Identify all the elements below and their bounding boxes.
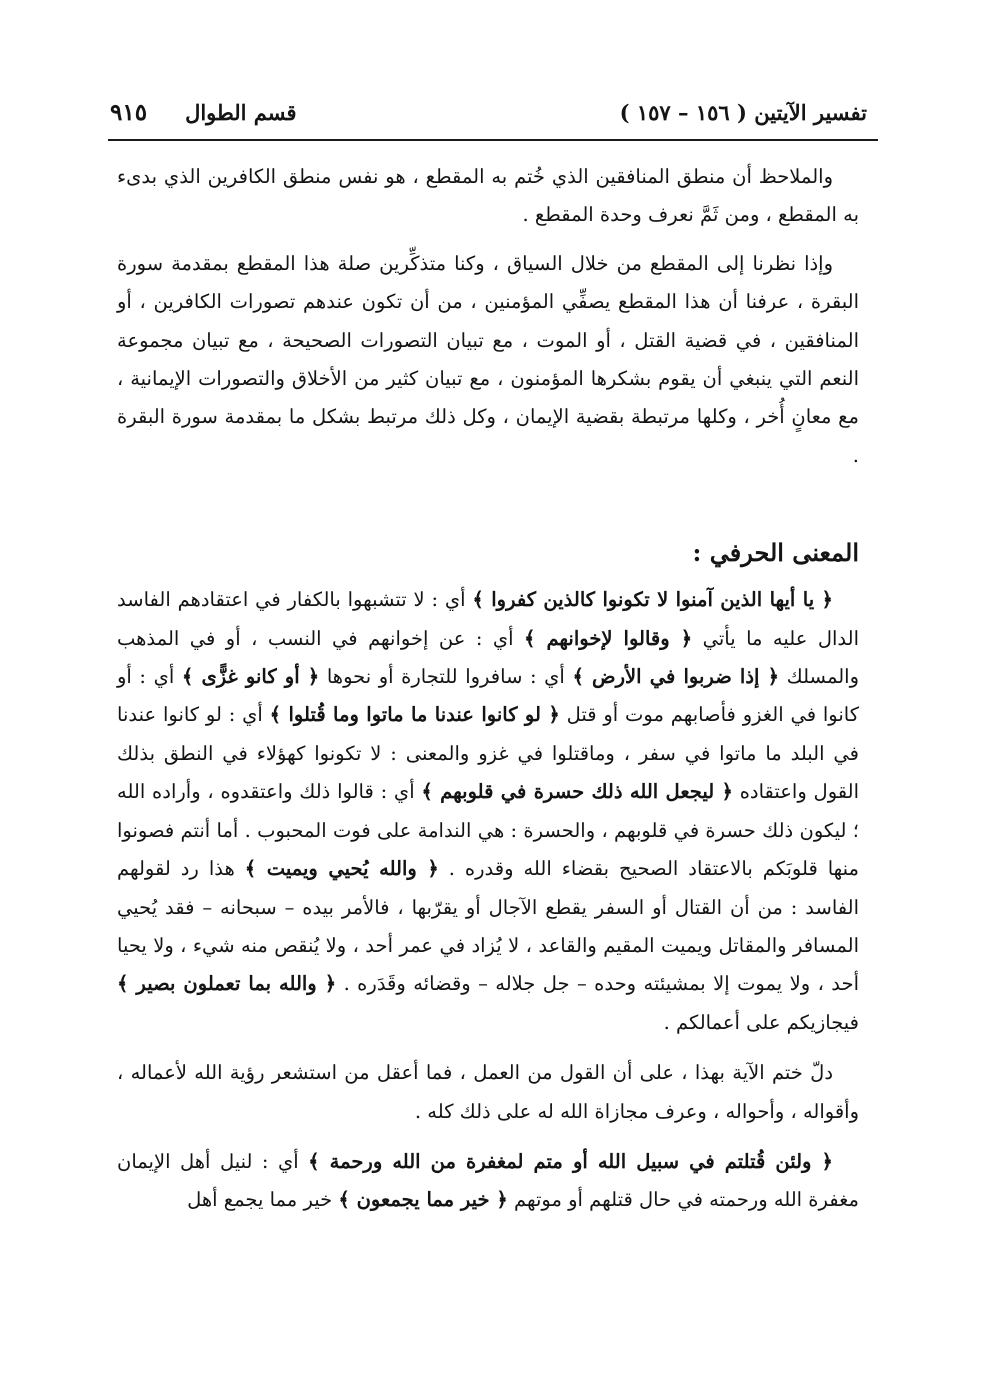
- commentary-text: أي : قالوا ذلك واعتقدوه ، وأراده الله ؛ ليكون ذلك حسرة في قلوبهم ، والحسرة : هي الندامة على فوت المحبوب . أما أنتم فصونوا منها قلوبَكم بالاعتقاد الصحيح بقضاء الله وقدره .: [117, 780, 859, 881]
- commentary-text: أي : لنيل أهل الإيمان مغفرة الله ورحمته في حال قتلهم أو موتهم: [117, 1149, 859, 1212]
- quran-quote: ﴿ لو كانوا عندنا ما ماتوا وما قُتلوا ﴾: [269, 703, 560, 727]
- commentary-text: أي : أو كانوا في الغزو فأصابهم موت أو قتل: [117, 665, 860, 727]
- paragraph-conclusion: والملاحظ أن منطق المنافقين الذي خُتم به المقطع ، هو نفس منطق الكافرين الذي بدىء به المقطع ، ومن ثَمَّ نعرف وحدة المقطع .: [117, 165, 859, 227]
- quran-quote: ﴿ يا أيها الذين آمنوا لا تكونوا كالذين كفروا ﴾: [472, 588, 833, 612]
- header-rule: [108, 139, 878, 141]
- running-title: تفسير الآيتين ( ١٥٦ – ١٥٧ ): [619, 99, 867, 125]
- commentary-text: أي : لا تتشبهوا بالكفار في اعتقادهم الفاسد الدال عليه ما يأتي: [117, 588, 859, 650]
- commentary-text: أي : عن إخوانهم في النسب ، أو في المذهب والمسلك: [117, 626, 859, 689]
- quran-quote: ﴿ ولئن قُتلتم في سبيل الله أو متم لمغفرة من الله ورحمة ﴾: [308, 1149, 833, 1173]
- quran-quote: ﴿ والله بما تعملون بصير ﴾: [117, 972, 337, 996]
- commentary-text: أي : سافروا للتجارة أو نحوها: [319, 665, 573, 689]
- quran-quote: ﴿ خير مما يجمعون ﴾: [338, 1188, 508, 1212]
- quran-quote: ﴿ إذا ضربوا في الأرض ﴾: [572, 665, 780, 689]
- section-heading: المعنى الحرفي :: [692, 538, 859, 568]
- quran-quote: ﴿ وقالوا لإخوانهم ﴾: [523, 626, 693, 650]
- paragraph-literal-meaning: [117, 581, 859, 1042]
- commentary-text: أي : لو كانوا عندنا في البلد ما ماتوا في سفر ، وماقتلوا في غزو والمعنى : لا تكونوا كهؤلاء في النطق بذلك القول واعتقاده: [117, 703, 860, 804]
- paragraph-reflection: دلّ ختم الآية بهذا ، على أن القول من العمل ، فما أعقل من استشعر رؤية الله لأعماله ، وأقواله ، وأحواله ، وعرف مجازاة الله له على ذلك كله .: [117, 1061, 859, 1123]
- header-left-group: [110, 99, 297, 126]
- quran-quote: ﴿ أو كانو غزًّى ﴾: [181, 665, 320, 689]
- page-number: ٩١٥: [110, 98, 148, 126]
- page-body: [117, 158, 859, 1232]
- paragraph-context: وإذا نظرنا إلى المقطع من خلال السياق ، وكنا متذكِّرين صلة هذا المقطع بمقدمة سورة البقرة ، عرفنا أن هذا المقطع يصفِّي المؤمنين ، من أن تكون عندهم تصورات الكافرين ، أو المنافقين ، في قضية القتل ، أو الموت ، مع تبيان التصورات الصحيحة ، مع تبيان مجموعة النعم التي ينبغي أن يقوم بشكرها المؤمنون ، مع تبيان كثير من الأخلاق والتصورات الإيمانية ، مع معانٍ أُخر ، وكلها مرتبطة بقضية الإيمان ، وكل ذلك مرتبط بشكل ما بمقدمة سورة البقرة .: [117, 251, 860, 467]
- quran-quote: ﴿ والله يُحيي ويميت ﴾: [244, 857, 439, 881]
- section-name: قسم الطوال: [185, 99, 297, 125]
- commentary-text: خير مما يجمع أهل: [187, 1188, 339, 1212]
- commentary-text: فيجازيكم على أعمالكم .: [663, 1010, 859, 1034]
- page-header: [110, 94, 867, 130]
- quran-quote: ﴿ ليجعل الله ذلك حسرة في قلوبهم ﴾: [421, 780, 733, 804]
- paragraph-martyrdom: [117, 1143, 859, 1220]
- commentary-text: هذا رد لقولهم الفاسد : من أن القتال أو السفر يقطع الآجال أو يقرّبها ، فالأمر بيده – سبحانه – فقد يُحيي المسافر والمقاتل ويميت المقيم والقاعد ، لا يُزاد في عمر أحد ، ولا يُنقص منه شيء ، ولا يحيا أحد ، ولا يموت إلا بمشيئته وحده – جل جلاله – وقضائه وقَدَره .: [117, 857, 859, 996]
